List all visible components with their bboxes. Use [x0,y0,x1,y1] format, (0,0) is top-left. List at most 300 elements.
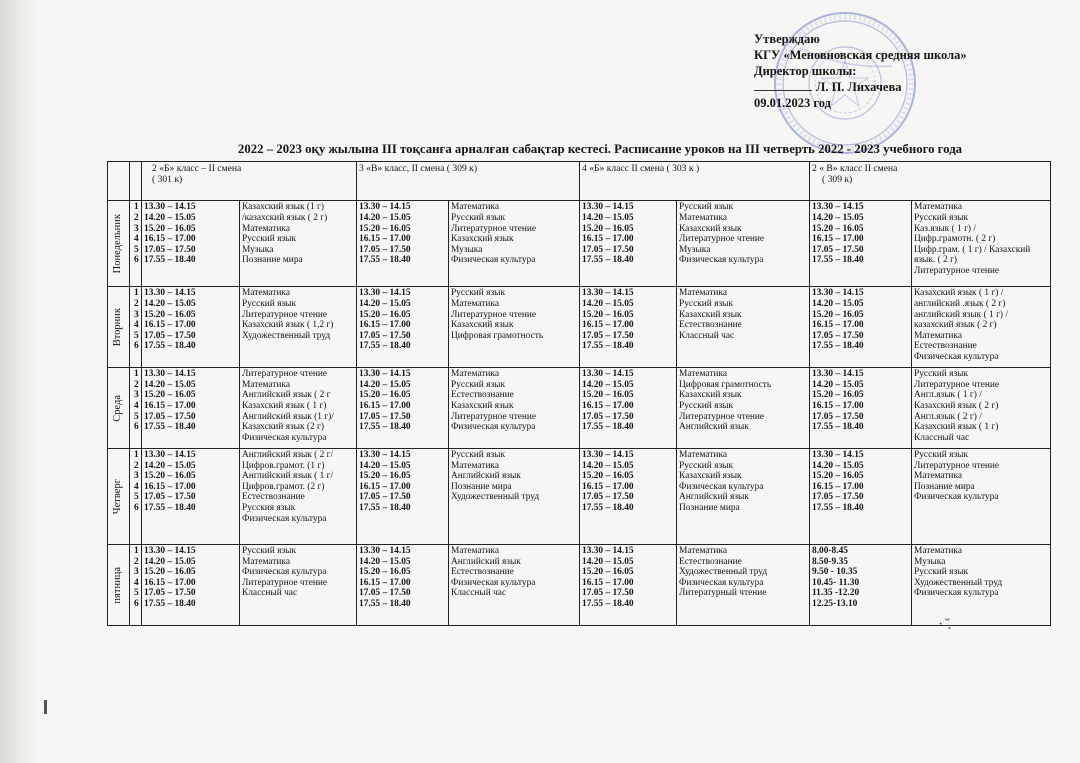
lesson-time: 13.30 – 14.15 [359,450,411,461]
lesson-subject: Математика [242,556,290,567]
lesson-subject: казахский язык ( 2 г) [914,320,997,331]
lesson-subject: Казахский язык [679,223,742,234]
lesson-subject: Познание мира [679,503,740,514]
lesson-time: 15.20 – 16.05 [582,567,634,578]
lesson-times-cell [357,287,449,368]
lesson-number: 3 [134,309,139,320]
lesson-number: 1 [134,288,139,299]
lesson-time: 17.05 – 17.50 [359,411,411,422]
lesson-subject: Математика [679,546,728,557]
lesson-subjects-cell [677,287,810,368]
lesson-time: 17.55 – 18.40 [582,341,634,352]
lesson-time: 17.05 – 17.50 [144,411,196,422]
day-name: пятница [112,566,124,604]
lesson-subject: Математика [242,288,290,299]
lesson-subject: Русский язык [451,213,506,224]
lesson-numbers-cell [130,545,142,626]
lesson-subject: Русский язык [679,202,734,213]
lesson-number: 5 [134,330,139,341]
lesson-subject: Музыка [679,244,711,255]
day-name-cell [108,545,130,626]
lesson-number: 4 [134,320,139,331]
lesson-number: 6 [134,341,139,352]
lesson-number: 2 [134,556,139,567]
lesson-time: 16.15 – 17.00 [359,320,411,331]
lesson-time: 17.55 – 18.40 [359,503,411,514]
lesson-subjects-cell [912,287,1051,368]
lesson-number: 4 [134,481,139,492]
lesson-time: 13.30 – 14.15 [582,546,634,557]
lesson-subject: Физическая культура [242,567,327,578]
lesson-time: 16.15 – 17.00 [359,234,411,245]
lesson-subject: Литературное чтение [242,577,328,588]
lesson-time: 14.20 – 15.05 [144,213,196,224]
lesson-time: 15.20 – 16.05 [582,223,634,234]
day-row [108,368,1051,449]
lesson-subject: Естествознание [451,390,514,401]
lesson-subject: Математика [914,330,963,341]
lesson-time: 15.20 – 16.05 [144,309,196,320]
day-row [108,449,1051,545]
lesson-time: 15.20 – 16.05 [812,223,864,234]
lesson-number: 3 [134,223,139,234]
lesson-time: 17.55 – 18.40 [144,503,196,514]
lesson-subject: Литературное чтение [914,265,1000,276]
lesson-time: 17.55 – 18.40 [582,255,634,266]
lesson-times-cell [142,201,240,287]
lesson-subject: Казахский язык ( 1,2 г) [242,320,334,331]
lesson-subject: Художественный труд [451,492,540,503]
lesson-subjects-cell [677,545,810,626]
lesson-numbers-cell [130,449,142,545]
lesson-times-cell [580,368,677,449]
lesson-time: 17.55 – 18.40 [144,422,196,433]
lesson-time: 17.55 – 18.40 [359,599,411,610]
lesson-time: 14.20 – 15.05 [144,379,196,390]
lesson-subject: Английский язык ( 1 г/ [242,471,334,482]
signature-underline [754,80,812,91]
lesson-subject: Казахский язык [451,320,514,331]
lesson-time: 13.30 – 14.15 [582,450,634,461]
lesson-subject: Английский язык [451,556,521,567]
lesson-time: 13.30 – 14.15 [144,202,196,213]
lesson-subjects-cell [677,449,810,545]
table-header-row [108,162,1051,201]
lesson-time: 17.05 – 17.50 [582,588,634,599]
lesson-subject: Математика [451,369,499,380]
lesson-time: 16.15 – 17.00 [144,400,196,411]
lesson-time: 16.15 – 17.00 [812,400,864,411]
class-header-line: 2 « В» класс II смена [812,163,898,174]
lesson-subject: английский .язык ( 2 г) [914,298,1006,309]
lesson-time: 17.05 – 17.50 [812,411,864,422]
lesson-numbers-cell [130,287,142,368]
lesson-time: 16.15 – 17.00 [582,400,634,411]
lesson-number: 6 [134,422,139,433]
lesson-time: 16.15 – 17.00 [144,577,196,588]
lesson-subject: Цифр.грамотн. ( 2 г) [914,234,996,245]
document-title: 2022 – 2023 оқу жылына ІІІ тоқсанға арналған сабақтар кестесі. Расписание уроков на III четверть 2022 - 2023 учебного года [237,142,963,156]
lesson-time: 13.30 – 14.15 [812,450,864,461]
lesson-subject: Литературное чтение [914,379,1000,390]
lesson-time: 17.05 – 17.50 [582,411,634,422]
lesson-time: 14.20 – 15.05 [359,379,411,390]
lesson-time: 15.20 – 16.05 [359,471,411,482]
lesson-time: 15.20 – 16.05 [359,309,411,320]
lesson-subject: Музыка [242,244,274,255]
lesson-time: 17.55 – 18.40 [582,599,634,610]
lesson-subject: Цифр.грам. ( 1 г) / Казахский [914,244,1031,255]
class-header-line: 2 «Б» класс – II смена [152,163,242,174]
lesson-subjects-cell [240,449,357,545]
lesson-subject: Математика [914,471,963,482]
lesson-time: 14.20 – 15.05 [359,298,411,309]
lesson-subject: Естествознание [451,567,514,578]
lesson-times-cell [357,201,449,287]
lesson-subjects-cell [912,449,1051,545]
lesson-time: 13.30 – 14.15 [144,546,196,557]
lesson-subject: Русский язык [914,450,969,461]
lesson-number: 5 [134,588,139,599]
lesson-subject: Цифров.грамот. (1 г) [242,460,325,471]
class-header-line: ( 301 к) [152,174,183,185]
lesson-subject: Англ.язык ( 1 г) / [914,390,982,401]
lesson-time: 15.20 – 16.05 [359,390,411,401]
lesson-times-cell [580,545,677,626]
day-name: Понедельник [112,214,124,274]
lesson-subject: Русский язык [914,369,969,380]
lesson-time: 14.20 – 15.05 [812,379,864,390]
lesson-subject: Русский язык [679,460,734,471]
approval-school: КГУ «Меновновская средняя школа» [754,48,967,62]
lesson-time: 13.30 – 14.15 [812,202,864,213]
lesson-subjects-cell [240,201,357,287]
lesson-time: 14.20 – 15.05 [144,298,196,309]
lesson-subject: Математика [451,298,499,309]
lesson-subject: Литературное чтение [451,309,537,320]
lesson-time: 13.30 – 14.15 [144,450,196,461]
lesson-subject: Русский язык [679,400,734,411]
lesson-subject: Русский язык [914,213,969,224]
approval-line: Утверждаю [754,32,820,46]
lesson-subject: Физическая культура [679,481,764,492]
lesson-subject: Русский язык [451,379,506,390]
lesson-number: 5 [134,492,139,503]
schedule-table [107,161,1051,626]
lesson-time: 14.20 – 15.05 [582,379,634,390]
lesson-time: 16.15 – 17.00 [359,577,411,588]
header-num-cell [130,162,142,201]
class-header-4b [580,162,810,201]
lesson-times-cell [142,287,240,368]
lesson-subjects-cell [240,287,357,368]
lesson-subject: Литературное чтение [679,234,765,245]
approval-block [754,31,1004,111]
lesson-subjects-cell [677,368,810,449]
lesson-number: 6 [134,255,139,266]
lesson-time: 17.55 – 18.40 [144,599,196,610]
lesson-subject: Классный час [242,588,298,599]
lesson-time: 16.15 – 17.00 [144,320,196,331]
lesson-subject: Познание мира [242,255,303,266]
lesson-time: 16.15 – 17.00 [359,400,411,411]
day-name: Четверг [112,478,124,515]
day-name-cell [108,201,130,287]
lesson-subject: Русский язык [451,450,506,461]
approval-position: Директор школы: [754,64,857,78]
lesson-subject: Математика [914,202,963,213]
lesson-number: 4 [134,400,139,411]
lesson-time: 17.05 – 17.50 [359,330,411,341]
lesson-time: 15.20 – 16.05 [582,390,634,401]
lesson-subject: Познание мира [914,481,975,492]
lesson-subjects-cell [449,449,580,545]
lesson-time: 15.20 – 16.05 [144,471,196,482]
lesson-time: 13.30 – 14.15 [582,202,634,213]
lesson-subject: Классный час [451,588,507,599]
lesson-number: 3 [134,471,139,482]
lesson-time: 14.20 – 15.05 [812,298,864,309]
ink-smudge: · ̆. [938,616,952,633]
lesson-time: 13.30 – 14.15 [144,288,196,299]
lesson-time: 13.30 – 14.15 [144,369,196,380]
lesson-subject: Естествознание [914,341,977,352]
lesson-subject: Художественный труд [914,577,1003,588]
lesson-time: 17.55 – 18.40 [359,341,411,352]
lesson-subjects-cell [449,287,580,368]
lesson-subject: Математика [679,213,728,224]
lesson-subjects-cell [677,201,810,287]
day-row [108,545,1051,626]
lesson-subject: Естествознание [679,320,742,331]
scan-mark [44,700,47,714]
lesson-time: 15.20 – 16.05 [144,567,196,578]
lesson-subjects-cell [449,368,580,449]
lesson-time: 17.05 – 17.50 [582,492,634,503]
approval-date: 09.01.2023 год [754,96,831,110]
lesson-number: 2 [134,379,139,390]
lesson-time: 16.15 – 17.00 [582,234,634,245]
lesson-times-cell [142,368,240,449]
lesson-time: 16.15 – 17.00 [582,577,634,588]
lesson-subject: Классный час [679,330,735,341]
lesson-subject: Математика [451,460,499,471]
lesson-time: 16.15 – 17.00 [144,234,196,245]
lesson-subject: Русский язык [451,288,506,299]
lesson-subject: Английский язык [679,422,749,433]
lesson-subject: английский язык ( 1 г) / [914,309,1008,320]
lesson-time: 14.20 – 15.05 [582,298,634,309]
lesson-time: 8.50-9.35 [812,556,848,567]
class-header-line: 4 «Б» класс II смена ( 303 к ) [582,163,700,174]
lesson-subject: Математика [679,288,728,299]
lesson-subject: Цифровая грамотность [451,330,544,341]
lesson-number: 5 [134,411,139,422]
lesson-time: 15.20 – 16.05 [812,309,864,320]
lesson-number: 1 [134,202,139,213]
day-row [108,287,1051,368]
lesson-time: 16.15 – 17.00 [812,234,864,245]
lesson-number: 4 [134,234,139,245]
lesson-subject: Англ.язык ( 2 г) / [914,411,982,422]
lesson-time: 17.05 – 17.50 [359,244,411,255]
lesson-subject: Цифровая грамотность [679,379,772,390]
lesson-time: 17.05 – 17.50 [144,492,196,503]
lesson-times-cell [810,287,912,368]
lesson-subject: Русский язык [242,298,297,309]
lesson-time: 12.25-13.10 [812,599,858,610]
lesson-times-cell [810,449,912,545]
lesson-subject: Музыка [914,556,946,567]
lesson-subject: Математика [242,379,290,390]
lesson-number: 3 [134,567,139,578]
class-header-3v [357,162,580,201]
lesson-subject: Литературное чтение [679,411,765,422]
lesson-subject: Английский язык ( 2 г/ [242,450,334,461]
lesson-times-cell [580,201,677,287]
lesson-number: 6 [134,503,139,514]
lesson-time: 10.45- 11.30 [812,577,860,588]
lesson-time: 17.05 – 17.50 [144,588,196,599]
lesson-subject: Музыка [451,244,483,255]
lesson-numbers-cell [130,201,142,287]
lesson-subject: Русский язык [242,234,297,245]
lesson-subjects-cell [240,368,357,449]
lesson-time: 17.55 – 18.40 [582,422,634,433]
header-day-cell [108,162,130,201]
lesson-time: 17.55 – 18.40 [812,341,864,352]
lesson-subject: Казахский язык [679,471,742,482]
lesson-subject: Литературное чтение [451,411,537,422]
lesson-times-cell [357,449,449,545]
lesson-subject: Казахский язык [451,400,514,411]
lesson-subject: Английский язык [451,471,521,482]
lesson-time: 16.15 – 17.00 [812,320,864,331]
day-row [108,201,1051,287]
lesson-subject: Физическая культура [679,577,764,588]
lesson-subjects-cell [449,201,580,287]
lesson-time: 15.20 – 16.05 [359,223,411,234]
scan-edge-shadow [0,0,38,763]
lesson-time: 17.55 – 18.40 [812,422,864,433]
lesson-subject: Русский язык [679,298,734,309]
lesson-time: 14.20 – 15.05 [812,460,864,471]
lesson-time: 17.55 – 18.40 [812,503,864,514]
lesson-subjects-cell [912,368,1051,449]
lesson-time: 17.05 – 17.50 [812,244,864,255]
lesson-times-cell [810,368,912,449]
lesson-number: 5 [134,244,139,255]
class-header-line: 3 «В» класс, II смена ( 309 к) [359,163,478,174]
lesson-subject: Художественный труд [679,567,768,578]
lesson-time: 17.55 – 18.40 [359,422,411,433]
lesson-time: 16.15 – 17.00 [582,320,634,331]
lesson-time: 13.30 – 14.15 [359,369,411,380]
lesson-subject: Казахский язык (1 г) [242,202,324,213]
lesson-subject: Английский язык [679,492,749,503]
lesson-time: 15.20 – 16.05 [812,471,864,482]
lesson-subject: Литературное чтение [451,223,537,234]
lesson-time: 14.20 – 15.05 [812,213,864,224]
day-name-cell [108,449,130,545]
lesson-time: 13.30 – 14.15 [582,369,634,380]
lesson-time: 16.15 – 17.00 [144,481,196,492]
lesson-times-cell [357,368,449,449]
lesson-subject: Казахский язык ( 1 г) / [914,288,1004,299]
lesson-time: 14.20 – 15.05 [359,460,411,471]
lesson-number: 3 [134,390,139,401]
lesson-subject: Каз.язык ( 1 г) / [914,223,976,234]
lesson-number: 2 [134,213,139,224]
class-header-2b [142,162,357,201]
day-name: Среда [112,394,124,422]
lesson-subject: Литературное чтение [914,460,1000,471]
lesson-subject: Познание мира [451,481,512,492]
lesson-subject: Физическая культура [679,255,764,266]
lesson-subject: Физическая культура [242,513,327,524]
lesson-time: 15.20 – 16.05 [582,309,634,320]
lesson-subject: Русский язык [242,546,297,557]
lesson-time: 15.20 – 16.05 [582,471,634,482]
lesson-time: 8.00-8.45 [812,546,848,557]
lesson-time: 17.05 – 17.50 [812,330,864,341]
lesson-time: 16.15 – 17.00 [582,481,634,492]
lesson-subject: Литературное чтение [242,369,328,380]
lesson-time: 17.05 – 17.50 [582,330,634,341]
lesson-time: 14.20 – 15.05 [582,460,634,471]
lesson-time: 13.30 – 14.15 [359,202,411,213]
lesson-time: 17.05 – 17.50 [359,588,411,599]
lesson-time: 15.20 – 16.05 [359,567,411,578]
day-name-cell [108,368,130,449]
lesson-time: 17.55 – 18.40 [144,341,196,352]
lesson-time: 14.20 – 15.05 [582,213,634,224]
approval-signature-line [754,79,1004,95]
lesson-subject: Литературное чтение [242,309,328,320]
lesson-subject: Литературный чтение [679,588,767,599]
lesson-time: 15.20 – 16.05 [812,390,864,401]
lesson-subjects-cell [449,545,580,626]
lesson-times-cell [810,201,912,287]
lesson-subjects-cell [240,545,357,626]
lesson-times-cell [142,545,240,626]
lesson-times-cell [580,287,677,368]
lesson-subject: Английский язык (1 г)/ [242,411,334,422]
lesson-subject: Математика [914,546,963,557]
lesson-subject: Физическая культура [451,255,536,266]
lesson-numbers-cell [130,368,142,449]
lesson-subject: Физическая культура [451,577,536,588]
lesson-subject: язык. ( 2 г) [914,255,958,266]
lesson-time: 16.15 – 17.00 [812,481,864,492]
lesson-subject: Классный час [914,432,970,443]
lesson-time: 14.20 – 15.05 [582,556,634,567]
lesson-number: 6 [134,599,139,610]
lesson-number: 4 [134,577,139,588]
lesson-subject: Физическая культура [914,351,999,362]
lesson-time: 17.55 – 18.40 [812,255,864,266]
lesson-times-cell [357,545,449,626]
lesson-subject: Казахский язык ( 1 г) [242,400,327,411]
lesson-time: 17.05 – 17.50 [582,244,634,255]
lesson-subject: Физическая культура [451,422,536,433]
class-header-line: ( 309 к) [822,174,853,185]
lesson-number: 1 [134,450,139,461]
lesson-time: 16.15 – 17.00 [359,481,411,492]
lesson-subject: Физическая культура [914,588,999,599]
lesson-times-cell [810,545,912,626]
lesson-subject: Казахский язык ( 1 г) [914,422,999,433]
